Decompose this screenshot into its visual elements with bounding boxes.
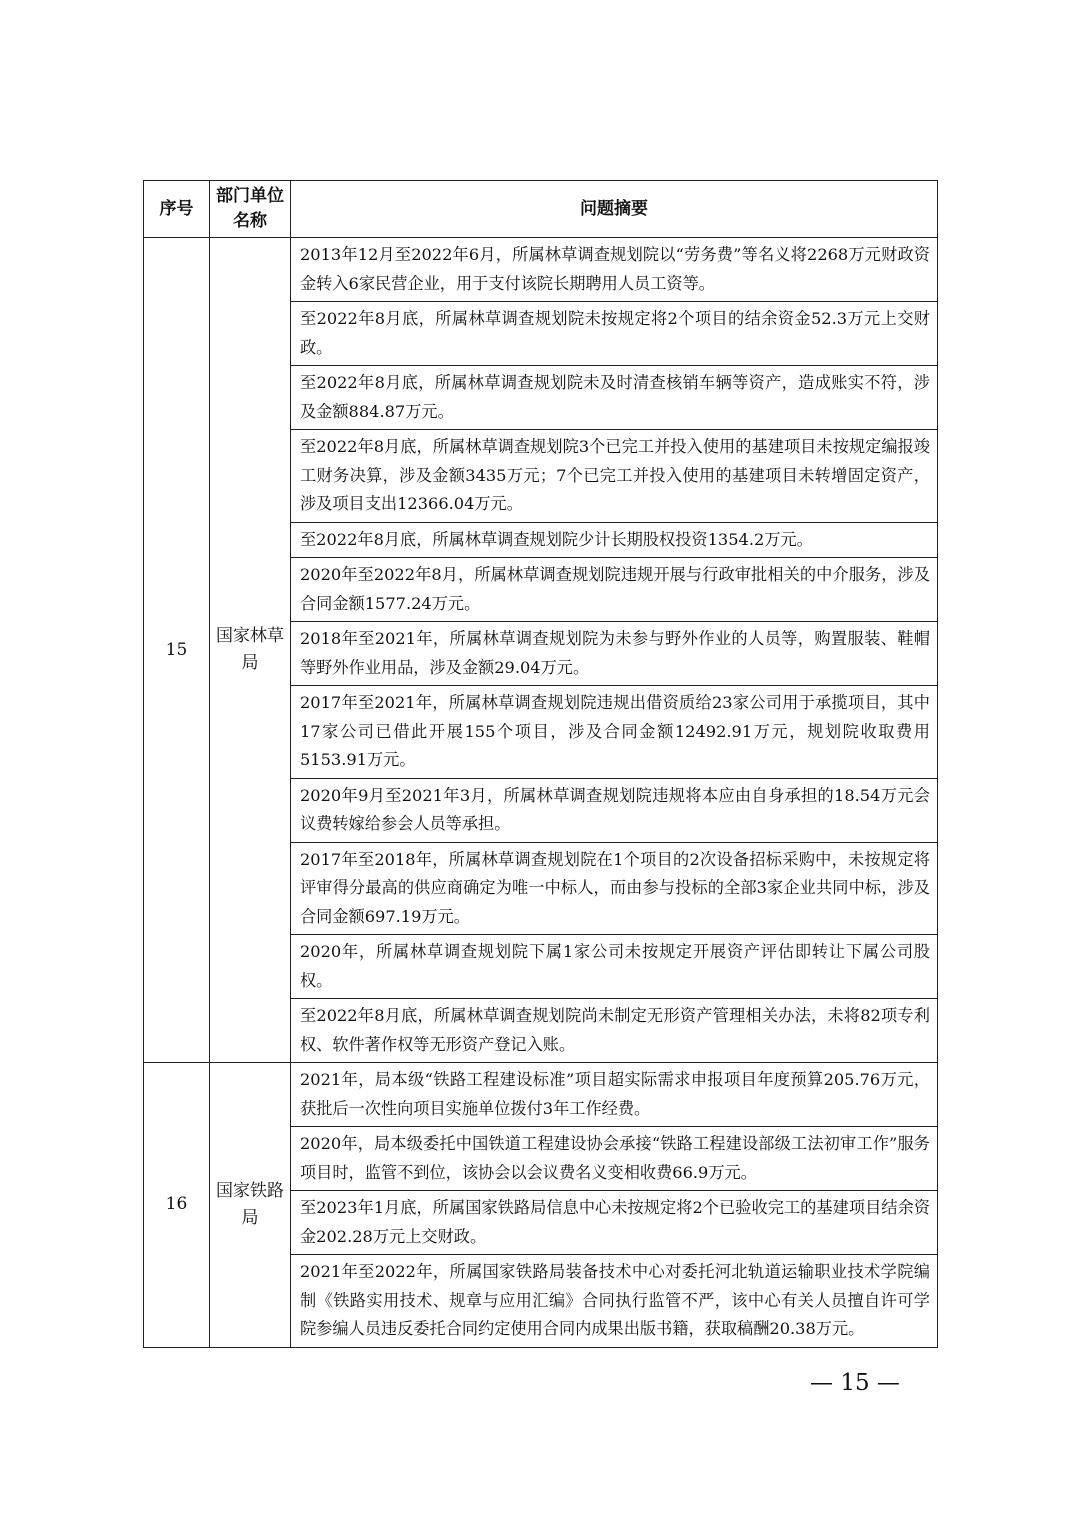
issue-cell: 至2022年8月底，所属林草调查规划院3个已完工并投入使用的基建项目未按规定编报竣工财务决算，涉及金额3435万元；7个已完工并投入使用的基建项目未转增固定资产，涉及项目支出12366.04万元。 [291, 430, 938, 523]
issue-cell: 至2022年8月底，所属林草调查规划院尚未制定无形资产管理相关办法，未将82项专利权、软件著作权等无形资产登记入账。 [291, 999, 938, 1063]
header-dept [210, 181, 291, 238]
table-row [144, 1063, 938, 1127]
table-row [144, 238, 938, 302]
issue-cell: 2013年12月至2022年6月，所属林草调查规划院以“劳务费”等名义将2268万元财政资金转入6家民营企业，用于支付该院长期聘用人员工资等。 [291, 238, 938, 302]
header-seq: 序号 [144, 181, 210, 238]
issue-cell: 2020年9月至2021年3月，所属林草调查规划院违规将本应由自身承担的18.54万元会议费转嫁给参会人员等承担。 [291, 778, 938, 842]
issue-cell: 2021年，局本级“铁路工程建设标准”项目超实际需求申报项目年度预算205.76万元，获批后一次性向项目实施单位拨付3年工作经费。 [291, 1063, 938, 1127]
row-dept [210, 1063, 291, 1348]
header-dept-line2: 名称 [233, 211, 267, 231]
audit-issues-table [143, 180, 938, 1348]
dept-line2: 局 [241, 1207, 259, 1228]
issue-cell: 2017年至2018年，所属林草调查规划院在1个项目的2次设备招标采购中，未按规定将评审得分最高的供应商确定为唯一中标人，而由参与投标的全部3家企业共同中标，涉及合同金额697.19万元。 [291, 842, 938, 935]
row-seq: 15 [144, 238, 210, 1063]
page-number: — 15 — [810, 1370, 900, 1396]
issue-cell: 2020年至2022年8月，所属林草调查规划院违规开展与行政审批相关的中介服务，涉及合同金额1577.24万元。 [291, 558, 938, 622]
header-issue: 问题摘要 [291, 181, 938, 238]
issue-cell: 至2023年1月底，所属国家铁路局信息中心未按规定将2个已验收完工的基建项目结余资金202.28万元上交财政。 [291, 1191, 938, 1255]
dept-line1: 国家林草 [216, 626, 284, 646]
issue-cell: 至2022年8月底，所属林草调查规划院未按规定将2个项目的结余资金52.3万元上交财政。 [291, 302, 938, 366]
issue-cell: 2018年至2021年，所属林草调查规划院为未参与野外作业的人员等，购置服装、鞋帽等野外作业用品，涉及金额29.04万元。 [291, 622, 938, 686]
issue-cell: 至2022年8月底，所属林草调查规划院未及时清查核销车辆等资产，造成账实不符，涉及金额884.87万元。 [291, 366, 938, 430]
issue-cell: 2021年至2022年，所属国家铁路局装备技术中心对委托河北轨道运输职业技术学院编制《铁路实用技术、规章与应用汇编》合同执行监管不严，该中心有关人员擅自许可学院参编人员违反委托合同约定使用合同内成果出版书籍，获取稿酬20.38万元。 [291, 1255, 938, 1348]
header-dept-line1: 部门单位 [216, 186, 284, 206]
issue-cell: 至2022年8月底，所属林草调查规划院少计长期股权投资1354.2万元。 [291, 522, 938, 558]
issue-cell: 2020年，所属林草调查规划院下属1家公司未按规定开展资产评估即转让下属公司股权。 [291, 935, 938, 999]
issue-cell: 2017年至2021年，所属林草调查规划院违规出借资质给23家公司用于承揽项目，其中17家公司已借此开展155个项目，涉及合同金额12492.91万元，规划院收取费用5153.91万元。 [291, 686, 938, 779]
dept-line1: 国家铁路 [216, 1180, 284, 1201]
dept-line2: 局 [241, 653, 259, 673]
table-header-row [144, 181, 938, 238]
row-dept [210, 238, 291, 1063]
issue-cell: 2020年，局本级委托中国铁道工程建设协会承接“铁路工程建设部级工法初审工作”服务项目时，监管不到位，该协会以会议费名义变相收费66.9万元。 [291, 1127, 938, 1191]
row-seq: 16 [144, 1063, 210, 1348]
